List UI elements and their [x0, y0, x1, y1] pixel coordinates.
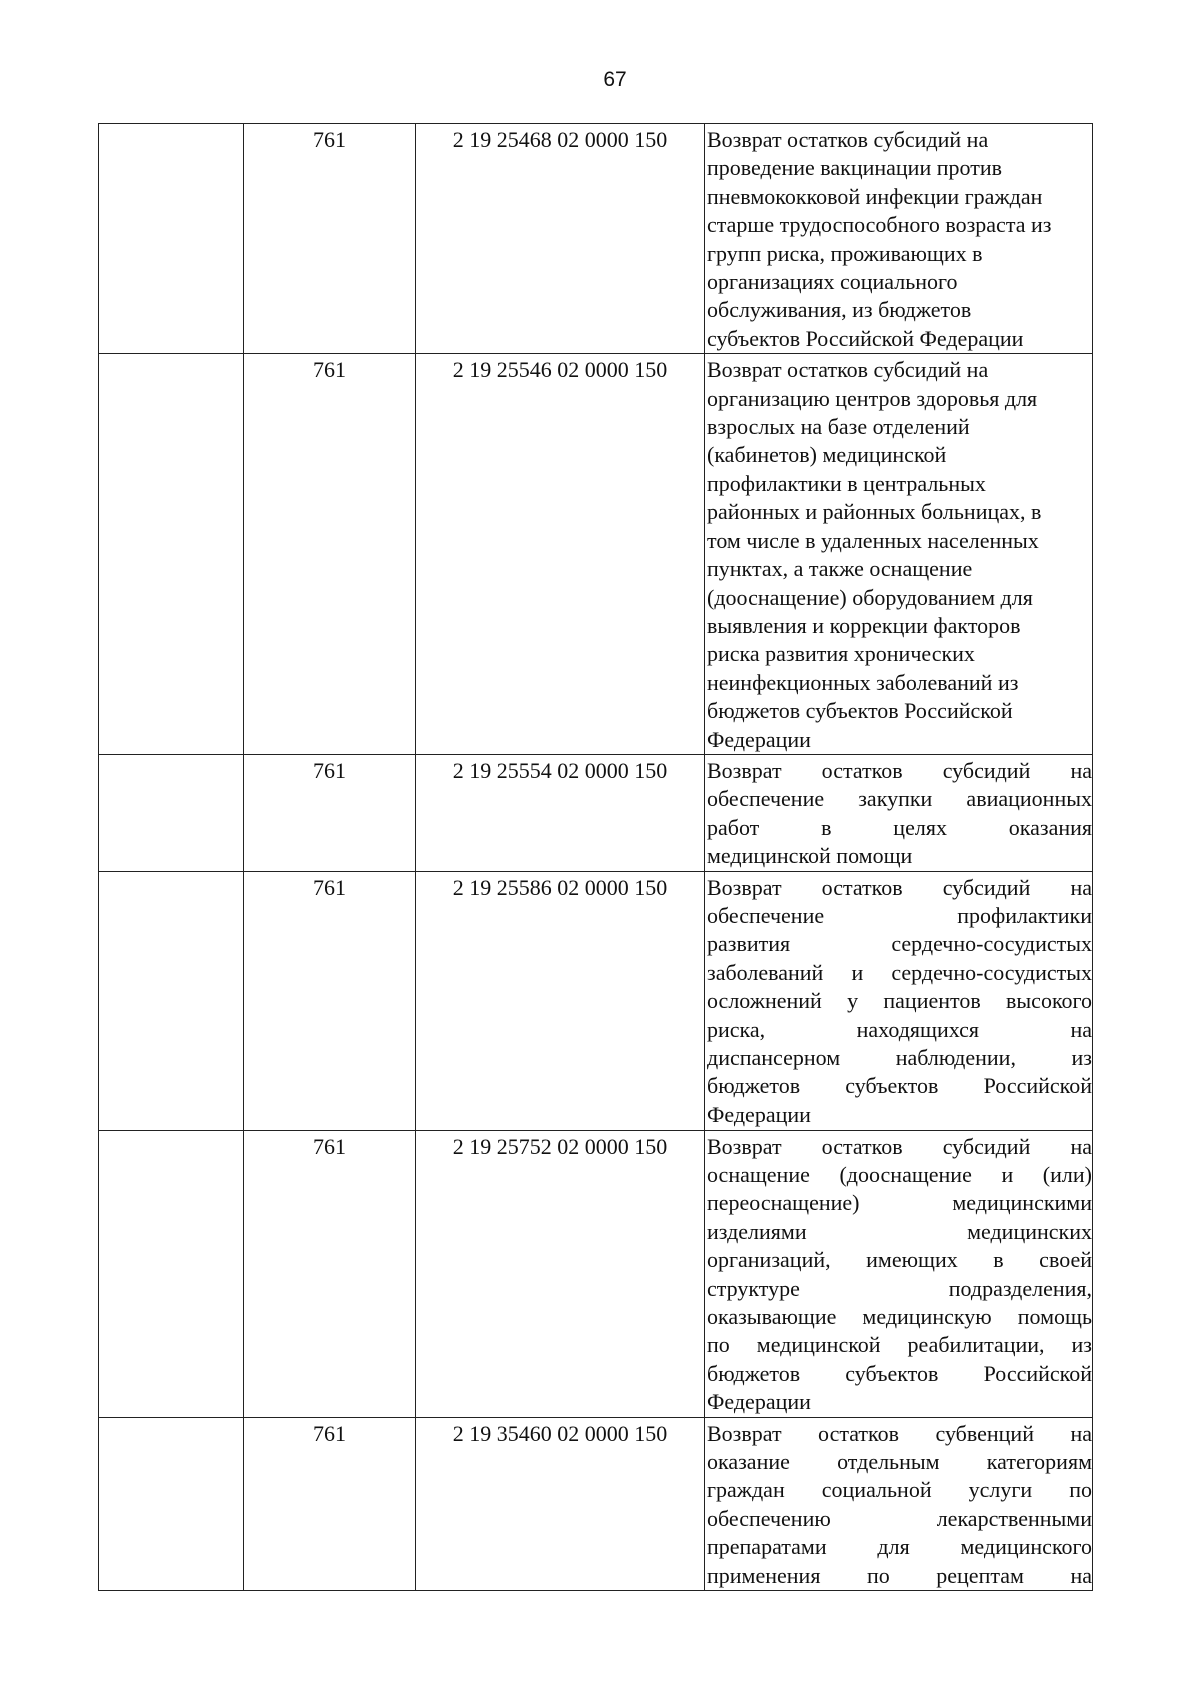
admin-code-cell: 761: [244, 1417, 416, 1590]
description-line: организациях социального: [707, 269, 958, 295]
table-body: [99, 124, 1093, 1591]
description-line: обеспечению лекарственными: [707, 1505, 1092, 1531]
table-row: [99, 871, 1093, 1130]
budget-code-cell: 2 19 25468 02 0000 150: [416, 124, 705, 354]
description-cell: [705, 871, 1093, 1130]
description-line: бюджетов субъектов Российской: [707, 698, 1013, 724]
empty-cell: [99, 754, 244, 871]
description-line: Возврат остатков субсидий на: [707, 1133, 1092, 1159]
budget-code-cell: 2 19 25554 02 0000 150: [416, 754, 705, 871]
table-row: [99, 124, 1093, 354]
description-line: бюджетов субъектов Российской: [707, 1073, 1092, 1099]
description-line: профилактики в центральных: [707, 470, 986, 496]
description-line: осложнений у пациентов высокого: [707, 988, 1092, 1014]
empty-cell: [99, 354, 244, 755]
description-line: проведение вакцинации против: [707, 155, 1002, 181]
description-line: переоснащение) медицинскими: [707, 1190, 1092, 1216]
description-cell: [705, 1130, 1093, 1417]
budget-codes-table: [98, 123, 1093, 1591]
description-line: обеспечение профилактики: [707, 902, 1092, 928]
description-line: (кабинетов) медицинской: [707, 442, 947, 468]
admin-code-cell: 761: [244, 124, 416, 354]
description-line: Возврат остатков субсидий на: [707, 357, 989, 383]
description-line: Возврат остатков субсидий на: [707, 757, 1092, 783]
table-row: [99, 354, 1093, 755]
description-line: районных и районных больницах, в: [707, 499, 1042, 525]
description-line: заболеваний и сердечно-сосудистых: [707, 959, 1092, 985]
description-line: структуре подразделения,: [707, 1275, 1092, 1301]
description-line: организацию центров здоровья для: [707, 385, 1038, 411]
description-line: диспансерном наблюдении, из: [707, 1045, 1092, 1070]
admin-code-cell: 761: [244, 754, 416, 871]
description-cell: [705, 1417, 1093, 1590]
description-line: том числе в удаленных населенных: [707, 527, 1039, 553]
table-row: [99, 1417, 1093, 1590]
description-line: медицинской помощи: [707, 843, 913, 869]
description-line: работ в целях оказания: [707, 814, 1092, 840]
budget-code-cell: 2 19 35460 02 0000 150: [416, 1417, 705, 1590]
description-line: развития сердечно-сосудистых: [707, 931, 1092, 957]
description-line: Федерации: [707, 726, 811, 752]
description-line: (дооснащение) оборудованием для: [707, 584, 1033, 610]
budget-code-cell: 2 19 25752 02 0000 150: [416, 1130, 705, 1417]
description-line: пневмококковой инфекции граждан: [707, 183, 1043, 209]
empty-cell: [99, 871, 244, 1130]
description-line: старше трудоспособного возраста из: [707, 212, 1052, 238]
admin-code-cell: 761: [244, 354, 416, 755]
description-line: оказывающие медицинскую помощь: [707, 1304, 1092, 1329]
description-line: по медицинской реабилитации, из: [707, 1332, 1092, 1358]
description-line: неинфекционных заболеваний из: [707, 669, 1019, 695]
description-line: оказание отдельным категориям: [707, 1449, 1092, 1475]
description-line: препаратами для медицинского: [707, 1534, 1092, 1560]
description-line: Возврат остатков субсидий на: [707, 127, 989, 152]
admin-code-cell: 761: [244, 1130, 416, 1417]
description-line: Возврат остатков субсидий на: [707, 874, 1092, 900]
description-line: выявления и коррекции факторов: [707, 612, 1021, 638]
empty-cell: [99, 124, 244, 354]
description-line: субъектов Российской Федерации: [707, 325, 1024, 351]
description-line: Возврат остатков субвенций на: [707, 1420, 1092, 1446]
budget-code-cell: 2 19 25546 02 0000 150: [416, 354, 705, 755]
table-row: [99, 754, 1093, 871]
empty-cell: [99, 1130, 244, 1417]
description-line: Федерации: [707, 1101, 811, 1127]
description-line: обеспечение закупки авиационных: [707, 786, 1092, 812]
description-cell: [705, 354, 1093, 755]
description-line: риска развития хронических: [707, 641, 975, 667]
description-line: пунктах, а также оснащение: [707, 556, 973, 582]
description-line: Федерации: [707, 1389, 811, 1415]
description-line: бюджетов субъектов Российской: [707, 1360, 1092, 1386]
description-line: обслуживания, из бюджетов: [707, 297, 972, 323]
description-cell: [705, 754, 1093, 871]
description-line: риска, находящихся на: [707, 1016, 1092, 1042]
description-line: применения по рецептам на: [707, 1562, 1092, 1588]
table-row: [99, 1130, 1093, 1417]
description-line: граждан социальной услуги по: [707, 1477, 1092, 1503]
description-line: оснащение (дооснащение и (или): [707, 1161, 1092, 1187]
description-line: организаций, имеющих в своей: [707, 1247, 1092, 1273]
description-cell: [705, 124, 1093, 354]
admin-code-cell: 761: [244, 871, 416, 1130]
description-line: групп риска, проживающих в: [707, 240, 983, 266]
page-number: 67: [603, 68, 627, 91]
description-line: изделиями медицинских: [707, 1218, 1092, 1244]
empty-cell: [99, 1417, 244, 1590]
budget-code-cell: 2 19 25586 02 0000 150: [416, 871, 705, 1130]
description-line: взрослых на базе отделений: [707, 414, 970, 440]
